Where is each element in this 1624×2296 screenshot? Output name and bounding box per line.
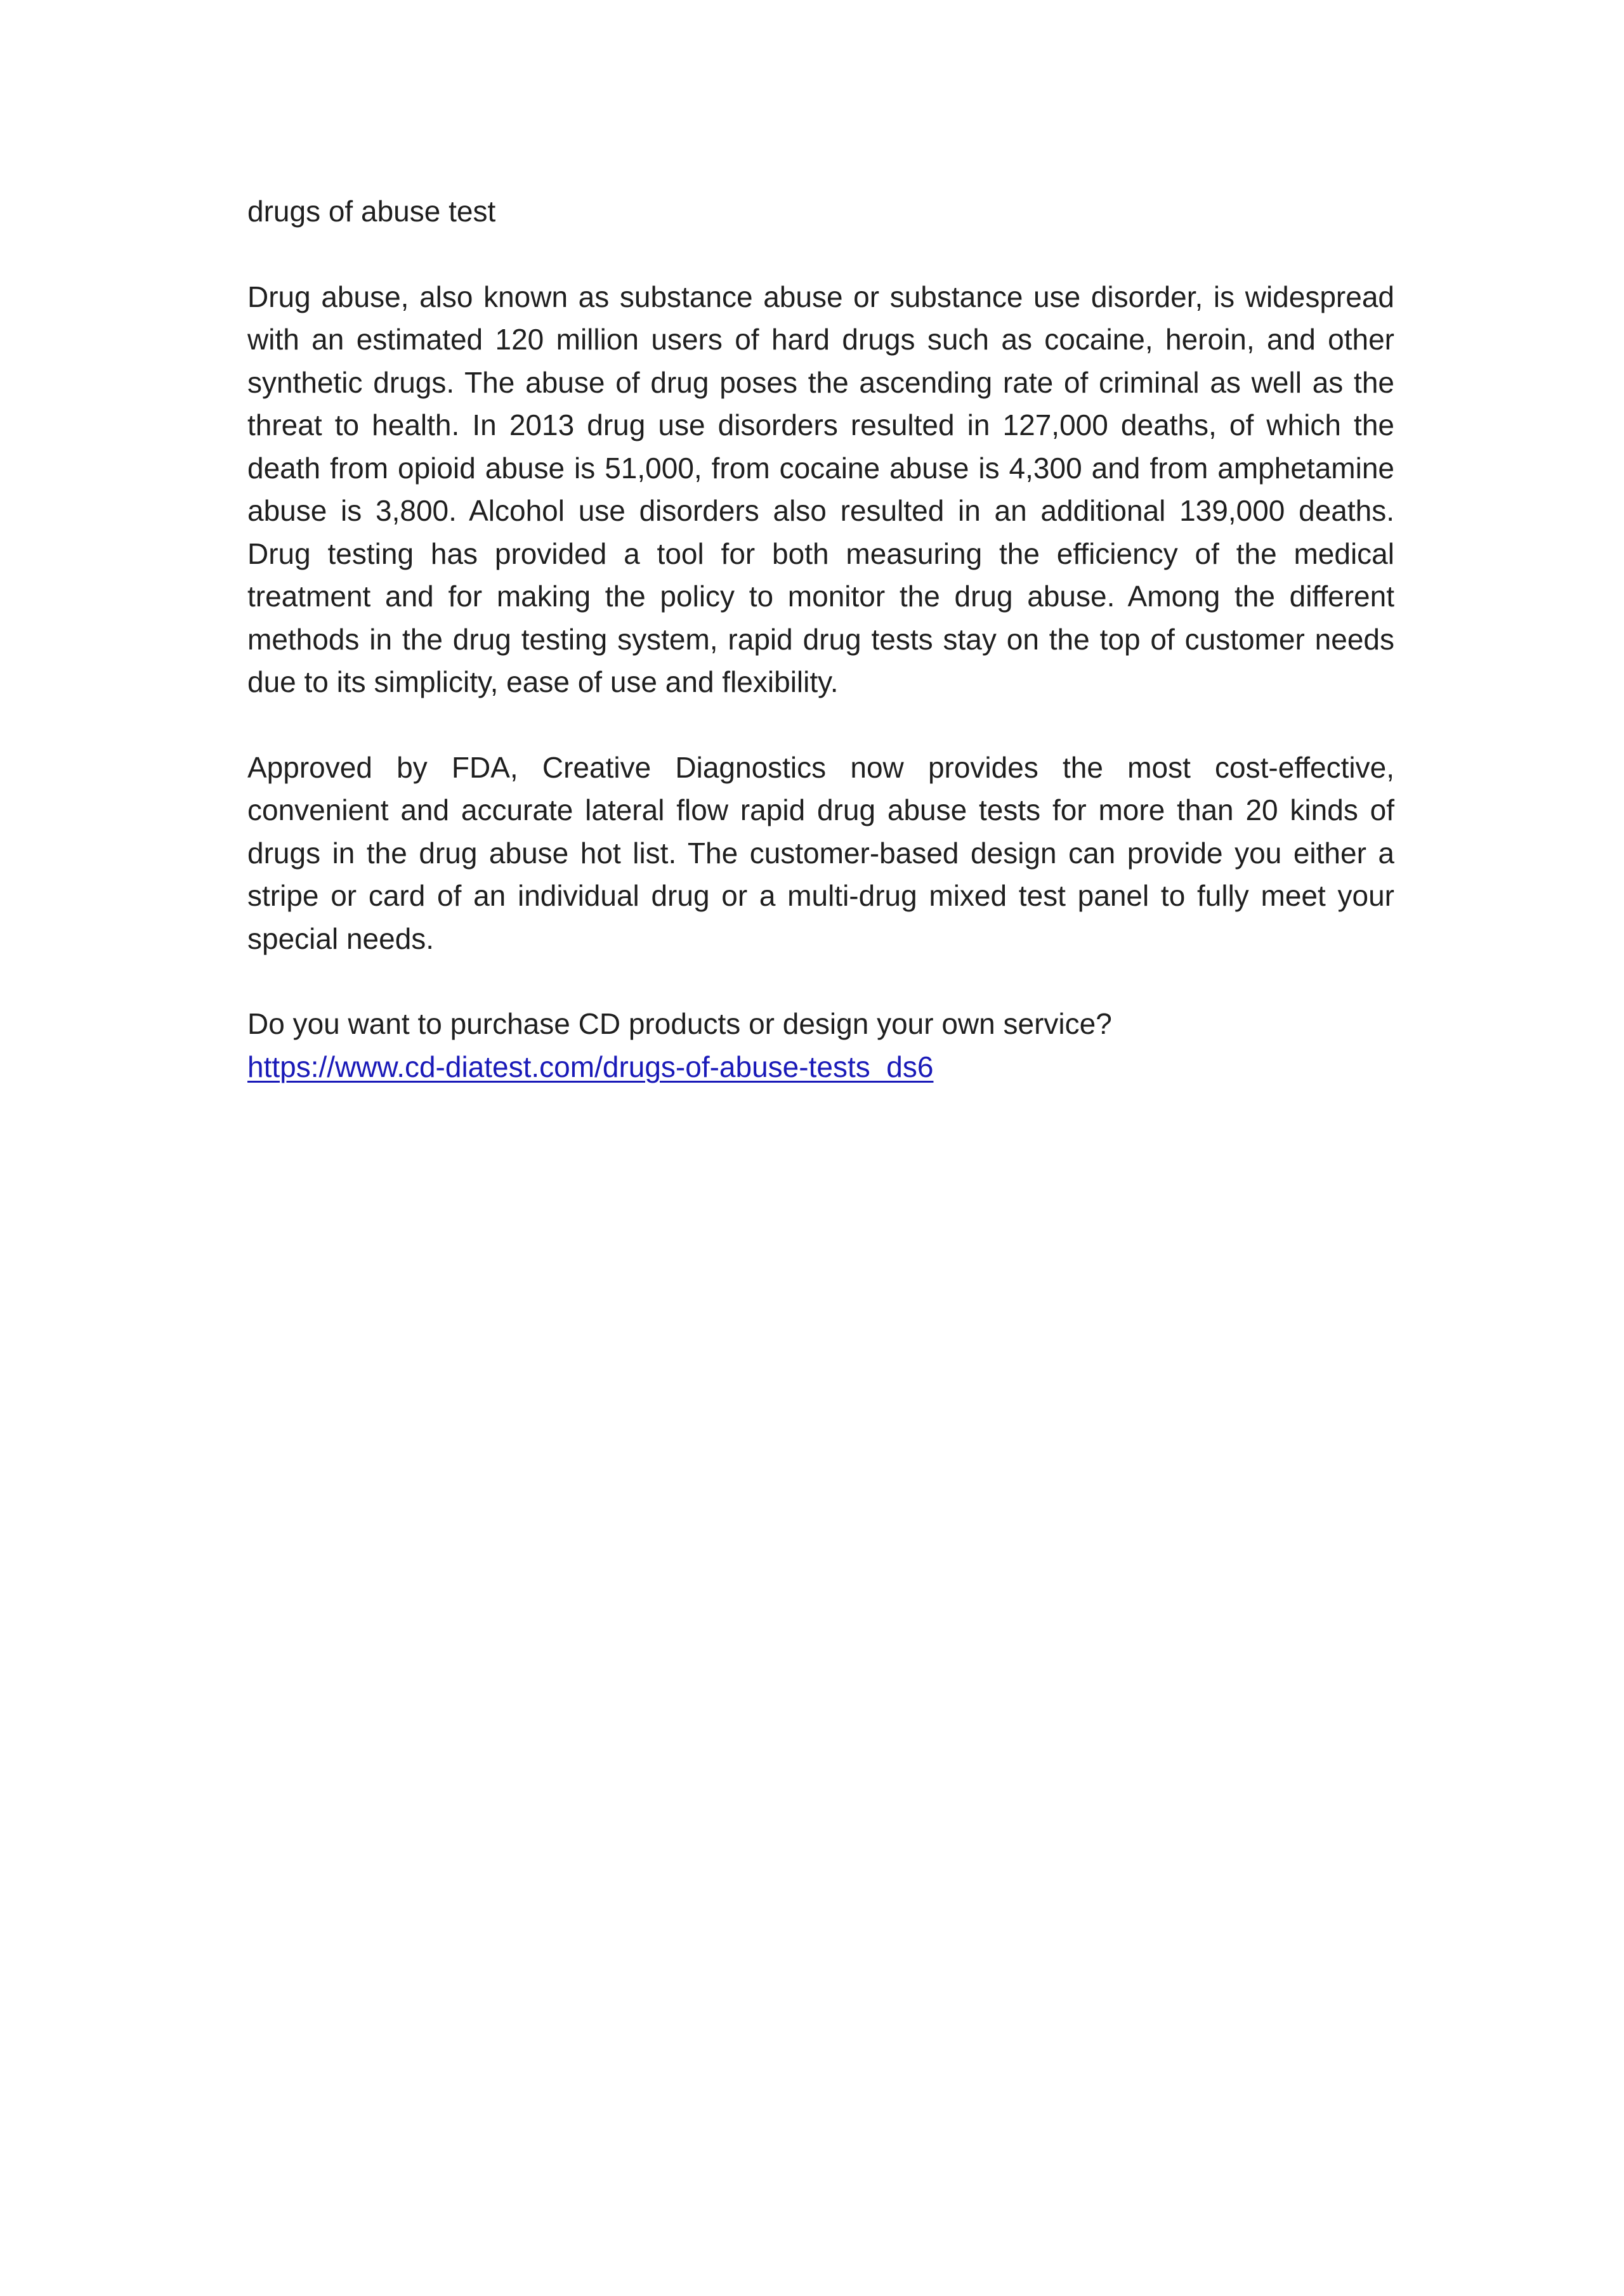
- product-link[interactable]: https://www.cd-diatest.com/drugs-of-abuse-tests_ds6: [247, 1050, 934, 1083]
- paragraph-drug-abuse-overview: Drug abuse, also known as substance abuse or substance use disorder, is widespread with an estimated 120 million users of hard drugs such as cocaine, heroin, and other synthetic drugs. The abuse of drug poses the ascending rate of criminal as well as the threat to health. In 2013 drug use disorders resulted in 127,000 deaths, of which the death from opioid abuse is 51,000, from cocaine abuse is 4,300 and from amphetamine abuse is 3,800. Alcohol use disorders also resulted in an additional 139,000 deaths. Drug testing has provided a tool for both measuring the efficiency of the medical treatment and for making the policy to monitor the drug abuse. Among the different methods in the drug testing system, rapid drug tests stay on the top of customer needs due to its simplicity, ease of use and flexibility.: [247, 280, 1394, 698]
- document-body: [247, 190, 1394, 1088]
- document-title: drugs of abuse test: [247, 195, 496, 228]
- paragraph-fda-approved-tests: Approved by FDA, Creative Diagnostics now provides the most cost-effective, convenient and accurate lateral flow rapid drug abuse tests for more than 20 kinds of drugs in the drug abuse hot list. The customer-based design can provide you either a stripe or card of an individual drug or a multi-drug mixed test panel to fully meet your special needs.: [247, 750, 1394, 955]
- purchase-question: Do you want to purchase CD products or design your own service?: [247, 1007, 1112, 1040]
